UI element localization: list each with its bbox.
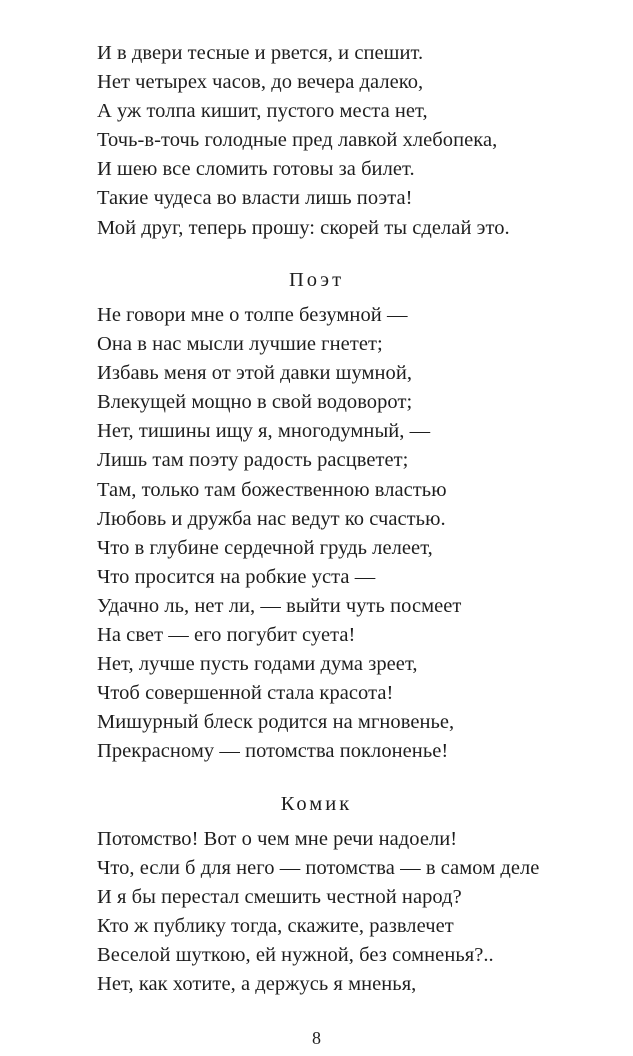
- verse-line: А уж толпа кишит, пустого места нет,: [97, 100, 428, 123]
- verse-line: Веселой шуткою, ей нужной, без сомненья?..: [97, 944, 494, 967]
- verse-line: Мой друг, теперь прошу: скорей ты сделай это.: [97, 216, 510, 239]
- verse-line: Мишурный блеск родится на мгновенье,: [97, 711, 455, 734]
- verse-line: Лишь там поэту радость расцветет;: [97, 449, 409, 472]
- verse-line: И в двери тесные и рвется, и спешит.: [97, 42, 424, 64]
- verse-line: Влекущей мощно в свой водоворот;: [97, 391, 413, 414]
- verse-line: Удачно ль, нет ли, — выйти чуть посмеет: [97, 594, 462, 617]
- verse-line: Что в глубине сердечной грудь лелеет,: [97, 536, 433, 559]
- verse-line: Не говори мне о толпе безумной —: [97, 304, 408, 326]
- stanza-comic: [97, 825, 617, 1000]
- verse-line: Нет, как хотите, а держусь я мненья,: [97, 973, 417, 996]
- speaker-heading-poet: Поэт: [288, 269, 345, 291]
- stanza-poet: [97, 301, 617, 767]
- verse-line: И шею все сломить готовы за билет.: [97, 158, 415, 181]
- verse-line: Там, только там божественною властью: [97, 478, 447, 501]
- verse-line: Она в нас мысли лучшие гнетет;: [97, 333, 383, 356]
- verse-line: Точь-в-точь голодные пред лавкой хлебопека,: [97, 129, 498, 152]
- verse-line: Кто ж публику тогда, скажите, развлечет: [97, 915, 454, 938]
- verse-line: Потомство! Вот о чем мне речи надоели!: [97, 828, 458, 850]
- verse-line: Что просится на робкие уста —: [97, 565, 376, 588]
- verse-line: И я бы перестал смешить честной народ?: [97, 886, 462, 909]
- verse-line: Нет, лучше пусть годами дума зреет,: [97, 653, 418, 676]
- verse-line: Что, если б для него — потомства — в самом деле: [97, 857, 540, 880]
- verse-line: Любовь и дружба нас ведут ко счастью.: [97, 507, 446, 530]
- verse-line: Такие чудеса во власти лишь поэта!: [97, 187, 413, 210]
- speaker-heading-comic: Комик: [280, 793, 353, 815]
- stanza-comic-continued: [97, 39, 617, 243]
- verse-line: На свет — его погубит суета!: [97, 624, 356, 647]
- page-number: 8: [312, 1028, 321, 1048]
- verse-line: Чтоб совершенной стала красота!: [97, 682, 394, 705]
- verse-line: Нет, тишины ищу я, многодумный, —: [97, 420, 431, 443]
- verse-line: Избавь меня от этой давки шумной,: [97, 362, 413, 385]
- verse-line: Прекрасному — потомства поклоненье!: [97, 740, 449, 763]
- verse-line: Нет четырех часов, до вечера далеко,: [97, 71, 424, 94]
